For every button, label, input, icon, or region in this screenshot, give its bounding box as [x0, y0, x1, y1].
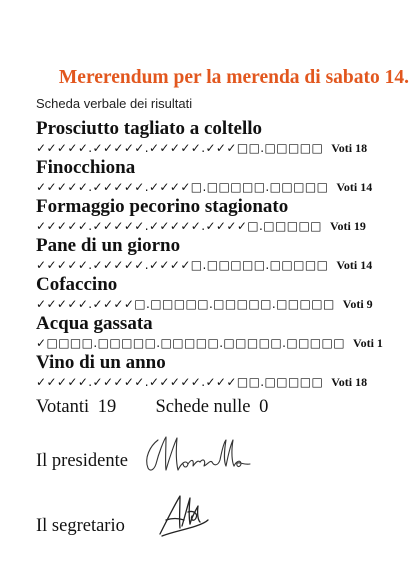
item-name: Pane di un giorno: [36, 235, 181, 256]
list-item: [36, 274, 411, 313]
list-item: [36, 235, 411, 274]
vote-count: Voti 1: [353, 336, 383, 350]
president-label: Il presidente: [36, 451, 128, 471]
tally-row: [36, 296, 373, 312]
vote-count: Voti 14: [336, 180, 373, 194]
tally-marks: ✓✓✓✓✓.✓✓✓✓□.□□□□□.□□□□□.□□□□□: [36, 297, 335, 311]
tally-row: [36, 140, 367, 156]
secretary-label: Il segretario: [36, 516, 125, 536]
president-signature: [140, 432, 260, 478]
tally-row: [36, 218, 366, 234]
tally-marks: ✓□□□□.□□□□□.□□□□□.□□□□□.□□□□□: [36, 336, 346, 350]
tally-marks: ✓✓✓✓✓.✓✓✓✓✓.✓✓✓✓□.□□□□□.□□□□□: [36, 258, 329, 272]
tally-row: [36, 257, 372, 273]
item-name: Prosciutto tagliato a coltello: [36, 118, 263, 139]
list-item: [36, 196, 411, 235]
vote-count: Voti 9: [342, 297, 373, 311]
item-name: Vino di un anno: [36, 352, 166, 373]
list-item: [36, 157, 411, 196]
tally-marks: ✓✓✓✓✓.✓✓✓✓✓.✓✓✓✓□.□□□□□.□□□□□: [36, 180, 329, 194]
vote-count: Voti 19: [329, 219, 366, 233]
tally-marks: ✓✓✓✓✓.✓✓✓✓✓.✓✓✓✓✓.✓✓✓✓□.□□□□□: [36, 219, 322, 233]
tally-row: [36, 374, 367, 390]
vote-count: Voti 18: [331, 141, 368, 155]
list-item: [36, 313, 411, 352]
item-name: Acqua gassata: [36, 313, 153, 334]
tally-row: [36, 179, 372, 195]
item-name: Finocchiona: [36, 157, 136, 178]
item-name: Formaggio pecorino stagionato: [36, 196, 289, 217]
tally-marks: ✓✓✓✓✓.✓✓✓✓✓.✓✓✓✓✓.✓✓✓□□.□□□□□: [36, 375, 324, 389]
results-list: [36, 118, 411, 391]
null-ballots-label: Schede nulle: [155, 397, 251, 417]
tally-marks: ✓✓✓✓✓.✓✓✓✓✓.✓✓✓✓✓.✓✓✓□□.□□□□□: [36, 141, 324, 155]
secretary-signature: [152, 488, 214, 544]
voters-label: Votanti: [36, 397, 90, 417]
list-item: [36, 352, 411, 391]
page-subtitle: Scheda verbale dei risultati: [36, 96, 193, 111]
vote-count: Voti 18: [331, 375, 368, 389]
null-ballots-value: 0: [259, 397, 269, 417]
voters-value: 19: [97, 397, 117, 417]
page-title: Mererendum per la merenda di sabato 14.: [58, 67, 409, 88]
totals-line: [36, 397, 272, 418]
tally-row: [36, 335, 383, 351]
list-item: [36, 118, 411, 157]
item-name: Cofaccino: [36, 274, 118, 295]
vote-count: Voti 14: [336, 258, 373, 272]
